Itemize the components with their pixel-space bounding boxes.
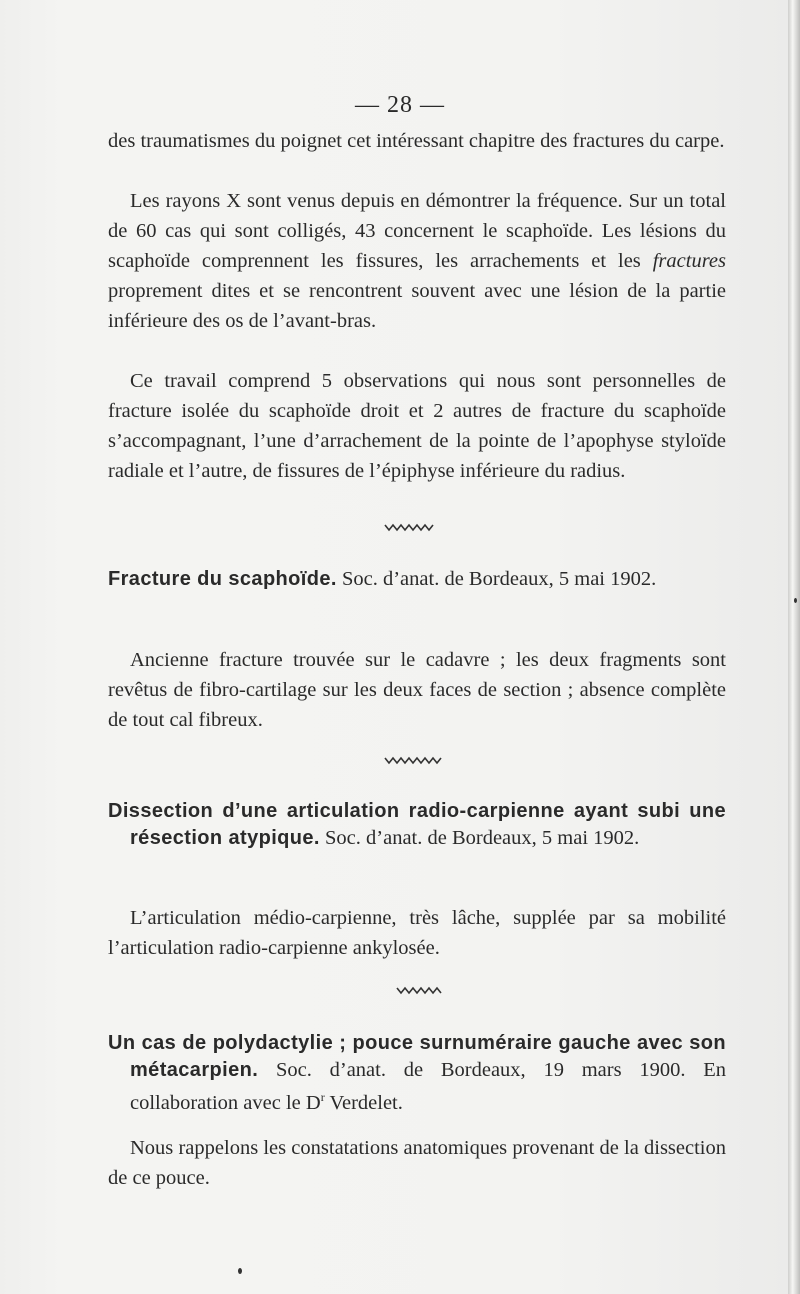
page-edge [788, 0, 800, 1294]
wavy-rule-icon [396, 984, 442, 996]
section-2-reference: Soc. d’anat. de Bordeaux, 5 mai 1902. [319, 827, 640, 849]
intro-paragraph-2 [108, 186, 726, 336]
page-number: — 28 — [355, 92, 445, 118]
intro-paragraph-2-italic: fractures [652, 250, 726, 272]
section-3-reference-b: Verdelet. [324, 1091, 403, 1114]
section-3-reference-sup: r [320, 1090, 325, 1104]
intro-paragraph-2-text-b: proprement dites et se rencontrent souvent avec une lésion de la partie inférieure des os de l’avant-bras. [108, 280, 726, 332]
section-3-body: Nous rappelons les constatations anatomiques provenant de la dissection de ce pouce. [108, 1137, 726, 1189]
wavy-rule-ornament [396, 984, 442, 996]
ink-speck [238, 1268, 242, 1274]
section-3-title: Un cas de polydactylie ; pouce surnuméraire gauche avec son métacarpien. [108, 1032, 726, 1081]
section-3-heading [108, 1030, 726, 1117]
wavy-rule-ornament [384, 521, 434, 533]
intro-paragraph-1: des traumatismes du poignet cet intéressant chapitre des fractures du carpe. [108, 130, 725, 152]
section-2-heading [108, 798, 726, 852]
wavy-rule-icon [384, 521, 434, 533]
section-1-reference: Soc. d’anat. de Bordeaux, 5 mai 1902. [336, 568, 657, 590]
section-2-title: Dissection d’une articulation radio-carpienne ayant subi une résection atypique. [108, 800, 726, 849]
section-1-title: Fracture du scaphoïde. [108, 568, 337, 590]
section-2-body: L’articulation médio-carpienne, très lâche, supplée par sa mobilité l’articulation radio-carpienne ankylosée. [108, 907, 726, 959]
section-1-heading [108, 566, 726, 593]
ink-speck [794, 598, 797, 603]
section-3-reference-a: Soc. d’anat. de Bordeaux, 19 mars 1900. En collaboration avec le D [130, 1059, 726, 1114]
intro-paragraph-3: Ce travail comprend 5 observations qui nous sont personnelles de fracture isolée du scaphoïde droit et 2 autres de fracture du scaphoïde s’accompagnant, l’une d’arrachement de la pointe de l’apophyse styloïde radiale et l’autre, de fissures de l’épiphyse inférieure du radius. [108, 370, 726, 482]
wavy-rule-icon [384, 754, 442, 766]
wavy-rule-ornament [384, 754, 442, 766]
intro-paragraph-2-text-a: Les rayons X sont venus depuis en démontrer la fréquence. Sur un total de 60 cas qui sont colligés, 43 concernent le scaphoïde. Les lésions du scaphoïde comprennent les fissures, les arrachements et les [108, 190, 726, 272]
section-1-body: Ancienne fracture trouvée sur le cadavre ; les deux fragments sont revêtus de fibro-cartilage sur les deux faces de section ; absence complète de tout cal fibreux. [108, 649, 726, 731]
